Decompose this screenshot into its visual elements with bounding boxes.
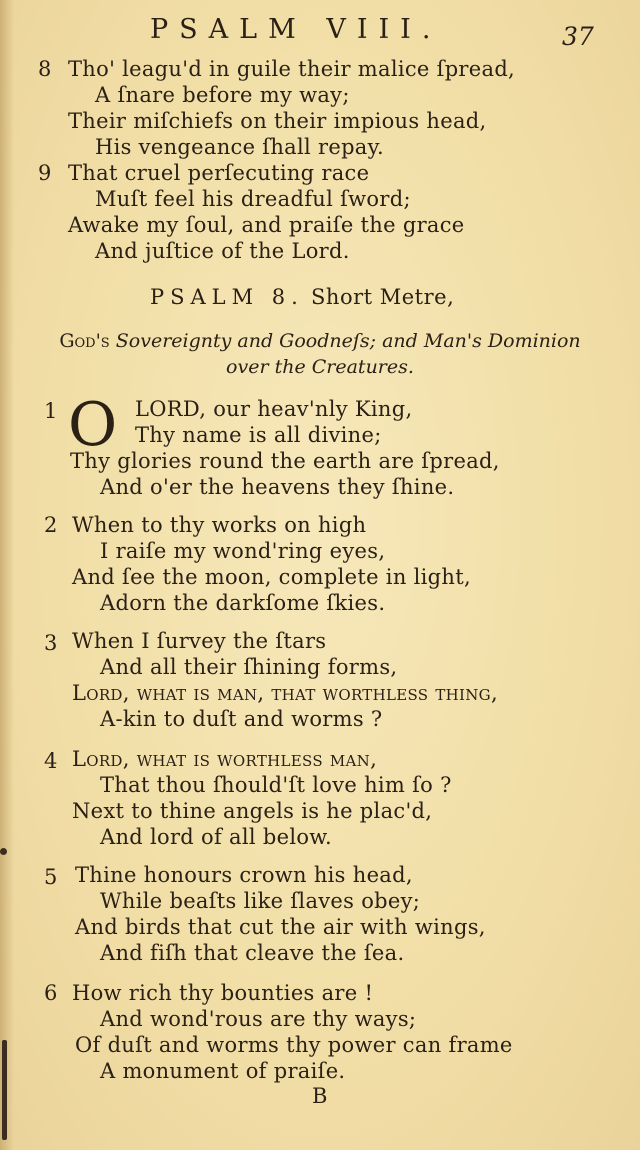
stanza-number: 1 — [44, 399, 58, 423]
verse-line: Of duſt and worms thy power can frame — [75, 1033, 513, 1057]
verse-line: His vengeance ſhall repay. — [95, 135, 384, 159]
verse-line: Thy glories round the earth are ſpread, — [70, 449, 500, 473]
verse-line: That cruel perſecuting race — [68, 161, 370, 185]
verse-line: And lord of all below. — [100, 825, 333, 849]
verse-line: Their miſchiefs on their impious head, — [68, 109, 487, 133]
verse-line: When I ſurvey the ſtars — [72, 629, 327, 653]
verse-line: Lord, what is worthleſs man, — [72, 747, 378, 771]
verse-line: Lord, what is man, that worthleſs thing, — [72, 681, 498, 705]
subtitle-italic: Sovereignty and Goodneſs; and Man's Dominion — [115, 330, 581, 352]
stanza-number: 4 — [44, 749, 58, 773]
verse-line: Muſt feel his dreadful ſword; — [95, 187, 411, 211]
stanza-number: 5 — [44, 865, 58, 889]
verse-line: I raiſe my wond'ring eyes, — [100, 539, 386, 563]
verse-line: And juſtice of the Lord. — [95, 239, 350, 263]
subtitle-lead: God's — [59, 330, 110, 352]
verse-line: A ſnare before my way; — [95, 83, 350, 107]
hymn-heading-psalm: PSALM 8. — [150, 285, 304, 309]
verse-line: And all their ſhining forms, — [100, 655, 398, 679]
stanza-number: 8 — [38, 57, 52, 81]
verse-line: A-kin to duſt and worms ? — [100, 707, 383, 731]
verse-line: Thy name is all divine; — [135, 423, 382, 447]
verse-line: While beaſts like ſlaves obey; — [100, 889, 421, 913]
verse-line: And wond'rous are thy ways; — [100, 1007, 417, 1031]
page-gutter-shadow — [0, 0, 14, 1150]
running-head: PSALM VIII. — [150, 14, 442, 45]
verse-line: And birds that cut the air with wings, — [75, 915, 486, 939]
edge-ink-stroke — [2, 1040, 7, 1140]
stanza-number: 6 — [44, 981, 58, 1005]
verse-line: And fiſh that cleave the ſea. — [100, 941, 405, 965]
verse-line: A monument of praiſe. — [100, 1059, 346, 1083]
verse-line: Thine honours crown his head, — [75, 863, 413, 887]
signature-mark: B — [312, 1084, 328, 1108]
stanza-number: 2 — [44, 513, 58, 537]
verse-line: Awake my ſoul, and praiſe the grace — [68, 213, 465, 237]
verse-line: When to thy works on high — [72, 513, 367, 537]
verse-line: And ſee the moon, complete in light, — [72, 565, 471, 589]
verse-line: Adorn the darkſome ſkies. — [100, 591, 386, 615]
verse-line: Next to thine angels is he plac'd, — [72, 799, 433, 823]
subtitle-italic-continued: over the Creatures. — [226, 356, 414, 378]
edge-ink-mark — [0, 848, 7, 855]
page-number: 37 — [562, 22, 594, 51]
verse-line: And o'er the heavens they ſhine. — [100, 475, 455, 499]
hymn-heading-metre: Short Metre, — [311, 285, 455, 309]
verse-line: That thou ſhould'ſt love him ſo ? — [100, 773, 452, 797]
hymn-subtitle-line-1 — [20, 328, 620, 355]
hymn-heading — [150, 285, 454, 309]
hymn-subtitle-line-2 — [20, 354, 620, 381]
verse-line: Tho' leagu'd in guile their malice ſpread, — [68, 57, 516, 81]
stanza-number: 9 — [38, 161, 52, 185]
verse-line: How rich thy bounties are ! — [72, 981, 374, 1005]
drop-cap: O — [68, 390, 118, 460]
stanza-number: 3 — [44, 631, 58, 655]
verse-line: LORD, our heav'nly King, — [135, 397, 413, 421]
